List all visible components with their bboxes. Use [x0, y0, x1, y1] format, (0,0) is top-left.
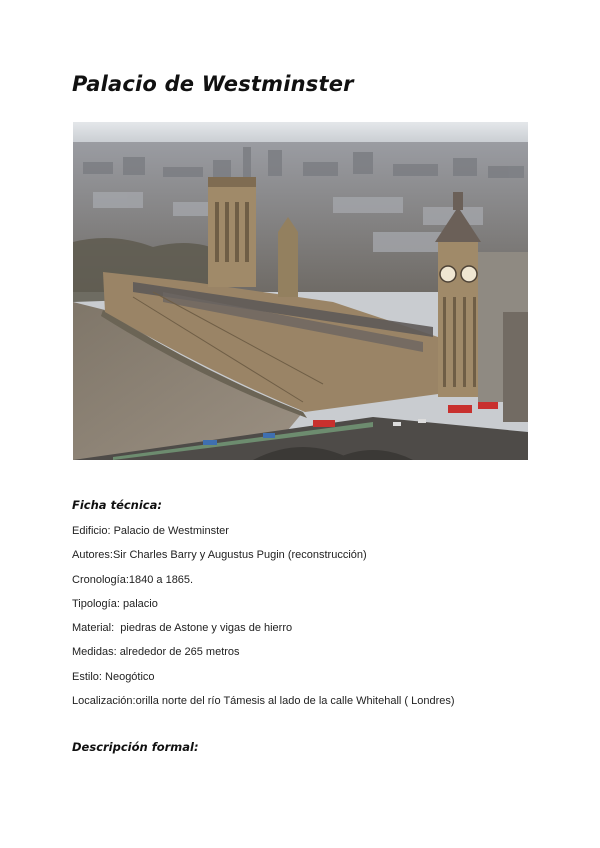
sheet-item-material: Material: piedras de Astone y vigas de hierro — [72, 622, 293, 635]
sheet-item-location: Localización:orilla norte del río Támesis al lado de la calle Whitehall ( Londres) — [72, 695, 455, 708]
sheet-item-chronology: Cronología:1840 a 1865. — [72, 573, 194, 586]
page-title: Palacio de Westminster — [72, 72, 354, 96]
sheet-item-building: Edificio: Palacio de Westminster — [72, 525, 229, 537]
westminster-illustration — [73, 122, 528, 460]
formal-description-heading: Descripción formal: — [72, 740, 199, 754]
sky — [73, 122, 528, 144]
sheet-item-measurements: Medidas: alrededor de 265 metros — [72, 646, 240, 659]
sheet-item-style: Estilo: Neogótico — [72, 670, 155, 683]
technical-sheet-heading: Ficha técnica: — [72, 498, 162, 512]
westminster-photo — [73, 122, 528, 460]
sheet-item-authors: Autores:Sir Charles Barry y Augustus Pugin (reconstrucción) — [72, 549, 367, 562]
sheet-item-typology: Tipología: palacio — [72, 597, 158, 610]
technical-sheet-list — [72, 524, 455, 718]
